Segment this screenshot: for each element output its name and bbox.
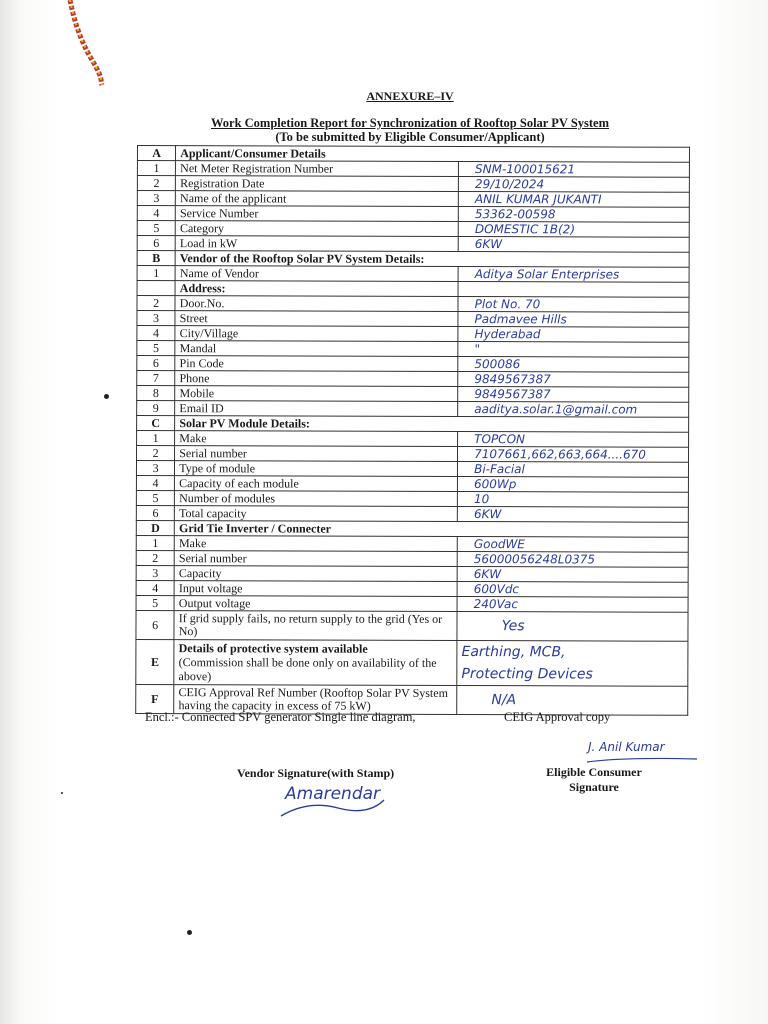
consumer-signature-label-line1: Eligible Consumer	[546, 765, 642, 779]
row-label: Serial number	[175, 446, 458, 462]
handwritten-value: GoodWE	[473, 536, 525, 551]
row-value	[457, 492, 688, 508]
handwritten-value: 10	[473, 491, 490, 506]
scan-speck	[104, 394, 109, 399]
section-title: Vendor of the Rooftop Solar PV System Details:	[175, 251, 689, 268]
row-number: 3	[136, 461, 174, 476]
row-label: Output voltage	[174, 596, 457, 612]
section-e-value-line2: Protecting Devices	[461, 666, 593, 683]
section-id: D	[136, 520, 174, 535]
row-label: Registration Date	[176, 176, 459, 192]
row-number: 5	[137, 341, 175, 356]
row-number: 7	[137, 371, 175, 386]
row-value	[458, 387, 689, 403]
handwritten-value: 600Wp	[474, 476, 517, 491]
row-label: Mobile	[175, 386, 458, 402]
form-row	[136, 565, 688, 582]
binding-thread	[62, 0, 122, 90]
row-label: Category	[175, 221, 458, 237]
handwritten-value: 29/10/2024	[474, 176, 545, 191]
handwritten-value: aaditya.solar.1@gmail.com	[474, 401, 638, 417]
section-e-label-bold: Details of protective system available	[178, 641, 368, 656]
form-row	[137, 236, 689, 253]
handwritten-value: 6KW	[473, 506, 502, 521]
handwritten-value: 6KW	[474, 236, 503, 251]
section-title: Applicant/Consumer Details	[176, 146, 690, 163]
section-e-row	[136, 639, 688, 686]
report-title-line1: Work Completion Report for Synchronization of Rooftop Solar PV System	[210, 116, 610, 130]
row-label: Total capacity	[175, 506, 458, 522]
row-label: Input voltage	[174, 581, 457, 597]
row-value	[458, 177, 689, 193]
row-value	[457, 537, 688, 553]
handwritten-value: 500086	[474, 356, 521, 371]
row-number	[137, 281, 175, 296]
form-row	[137, 311, 689, 328]
row-label: Serial number	[174, 551, 457, 567]
handwritten-value: "	[474, 341, 481, 356]
handwritten-value: 240Vac	[473, 596, 518, 611]
row-label: Capacity	[174, 566, 457, 582]
handwritten-value: 53362-00598	[474, 206, 556, 221]
form-row	[137, 191, 689, 208]
report-title-line2: (To be submitted by Eligible Consumer/Applicant)	[275, 130, 545, 144]
form-row	[137, 296, 689, 313]
form-row	[136, 490, 688, 507]
row-value	[457, 552, 688, 568]
form-row	[137, 341, 689, 358]
row-label: Address:	[175, 281, 458, 297]
row-number: 6	[136, 505, 174, 520]
form-row	[137, 266, 689, 283]
row-value	[458, 267, 689, 283]
row-value	[458, 357, 689, 373]
row-number: 6	[137, 356, 175, 371]
row-number: 1	[137, 431, 175, 446]
row-value	[458, 462, 689, 478]
section-title: Solar PV Module Details:	[175, 416, 689, 433]
form-row	[137, 401, 689, 418]
form-row	[137, 176, 689, 193]
row-number: 2	[137, 446, 175, 461]
handwritten-value: Hyderabad	[474, 326, 541, 341]
section-e-value-line1: Earthing, MCB,	[461, 644, 566, 661]
row-label: City/Village	[175, 326, 458, 342]
row-number: 1	[137, 266, 175, 281]
handwritten-value: SNM-100015621	[475, 161, 576, 176]
row-label: Type of module	[175, 461, 458, 477]
row-value	[458, 312, 689, 328]
handwritten-value: 6KW	[473, 566, 502, 581]
form-row	[136, 610, 688, 641]
scan-speck	[61, 792, 63, 794]
section-header-row	[137, 146, 689, 163]
form-row	[137, 161, 689, 178]
row-value	[458, 477, 689, 493]
form-row	[136, 595, 688, 612]
row-label: If grid supply fails, no return supply to the grid (Yes or No)	[174, 611, 457, 641]
scan-speck	[187, 930, 192, 935]
form-row	[136, 505, 688, 522]
row-number: 1	[136, 535, 174, 550]
consumer-signature: J. Anil Kumar	[588, 740, 665, 754]
handwritten-value: Padmavee Hills	[474, 311, 567, 326]
handwritten-value: 56000056248L0375	[473, 551, 596, 566]
row-number: 6	[137, 236, 175, 251]
consumer-signature-label	[524, 765, 664, 795]
row-number: 4	[136, 475, 174, 490]
row-label: Number of modules	[175, 491, 458, 507]
form-row	[137, 386, 689, 403]
row-value	[458, 237, 689, 253]
section-title: Grid Tie Inverter / Connecter	[175, 521, 689, 538]
row-number: 9	[137, 401, 175, 416]
row-number: 2	[137, 296, 175, 311]
section-e-value	[457, 641, 688, 687]
completion-report-table	[135, 145, 690, 716]
row-value	[457, 597, 688, 613]
form-row	[137, 281, 689, 298]
row-value	[458, 207, 689, 223]
handwritten-value: Aditya Solar Enterprises	[474, 266, 620, 282]
completion-report-body	[136, 146, 690, 642]
row-number: 4	[137, 206, 175, 221]
section-f-value-text: N/A	[491, 691, 517, 708]
handwritten-value: TOPCON	[474, 431, 526, 446]
row-number: 3	[137, 311, 175, 326]
row-label: Pin Code	[175, 356, 458, 372]
vendor-signature: Amarendar	[285, 784, 381, 804]
row-label: Make	[174, 536, 457, 552]
row-value	[458, 297, 689, 313]
section-e-label	[174, 640, 457, 686]
row-label: Name of Vendor	[175, 266, 458, 282]
handwritten-value: ANIL KUMAR JUKANTI	[474, 191, 602, 206]
form-row	[137, 356, 689, 373]
form-row	[137, 446, 689, 463]
enclosures-left: Encl.:- Connected SPV generator Single line diagram,	[145, 710, 416, 724]
row-number: 5	[136, 595, 174, 610]
handwritten-value: Yes	[501, 617, 525, 634]
report-title	[0, 116, 768, 144]
row-value	[457, 582, 688, 598]
row-value	[457, 612, 688, 642]
form-row	[136, 535, 688, 552]
handwritten-value: 7107661,662,663,664....670	[474, 446, 646, 462]
row-number: 5	[137, 221, 175, 236]
section-f-label: CEIG Approval Ref Number (Rooftop Solar PV System having the capacity in excess of 75 kW)	[174, 685, 457, 715]
section-f-id: F	[136, 684, 174, 713]
form-row	[136, 461, 688, 478]
handwritten-value: Plot No. 70	[474, 296, 541, 311]
consumer-signature-underline	[585, 756, 700, 764]
vendor-signature-label: Vendor Signature(with Stamp)	[237, 766, 395, 780]
handwritten-value: 9849567387	[474, 371, 551, 386]
row-value	[457, 567, 688, 583]
row-value	[458, 372, 689, 388]
handwritten-value: 600Vdc	[473, 581, 520, 596]
form-row	[137, 431, 689, 448]
row-value	[458, 282, 689, 298]
row-value	[458, 342, 689, 358]
protective-and-ceig-rows	[136, 639, 688, 715]
row-label: Net Meter Registration Number	[176, 161, 459, 177]
row-value	[458, 447, 689, 463]
section-header-row	[137, 251, 689, 268]
row-label: Capacity of each module	[175, 476, 458, 492]
handwritten-value: 9849567387	[474, 386, 551, 401]
form-row	[137, 221, 689, 238]
row-label: Name of the applicant	[176, 191, 459, 207]
row-number: 1	[137, 161, 175, 176]
section-id: A	[137, 146, 175, 161]
form-row	[137, 371, 689, 388]
form-row	[136, 580, 688, 597]
row-number: 2	[137, 176, 175, 191]
row-label: Street	[175, 311, 458, 327]
row-value	[458, 327, 689, 343]
row-value	[458, 402, 689, 418]
row-label: Mandal	[175, 341, 458, 357]
form-row	[136, 550, 688, 567]
section-e-label-rest: (Commission shall be done only on availability of the above)	[178, 655, 437, 684]
enclosures-line	[145, 710, 611, 725]
annexure-title: ANNEXURE–IV	[366, 89, 454, 103]
consumer-signature-label-line2: Signature	[569, 780, 619, 794]
section-id: B	[137, 251, 175, 266]
section-header-row	[137, 416, 689, 433]
row-label: Make	[175, 431, 458, 447]
row-number: 6	[136, 610, 174, 639]
section-header-row	[136, 520, 688, 537]
row-value	[457, 507, 688, 523]
row-label: Phone	[175, 371, 458, 387]
handwritten-value: Bi-Facial	[474, 461, 525, 476]
row-number: 3	[137, 191, 175, 206]
section-e-id: E	[136, 639, 174, 684]
row-label: Email ID	[175, 401, 458, 417]
row-number: 3	[136, 565, 174, 580]
row-number: 4	[137, 326, 175, 341]
form-row	[137, 326, 689, 343]
vendor-signature-flourish	[278, 796, 388, 820]
row-value	[459, 162, 690, 178]
row-number: 8	[137, 386, 175, 401]
form-row	[137, 206, 689, 223]
row-label: Service Number	[175, 206, 458, 222]
row-number: 4	[136, 580, 174, 595]
enclosures-right: CEIG Approval copy	[504, 710, 611, 724]
handwritten-value: DOMESTIC 1B(2)	[474, 221, 576, 236]
row-label: Door.No.	[175, 296, 458, 312]
row-value	[458, 192, 689, 208]
row-number: 5	[136, 490, 174, 505]
row-value	[458, 432, 689, 448]
row-value	[458, 222, 689, 238]
row-label: Load in kW	[175, 236, 458, 252]
form-row	[136, 475, 688, 492]
row-number: 2	[136, 550, 174, 565]
section-id: C	[137, 416, 175, 431]
